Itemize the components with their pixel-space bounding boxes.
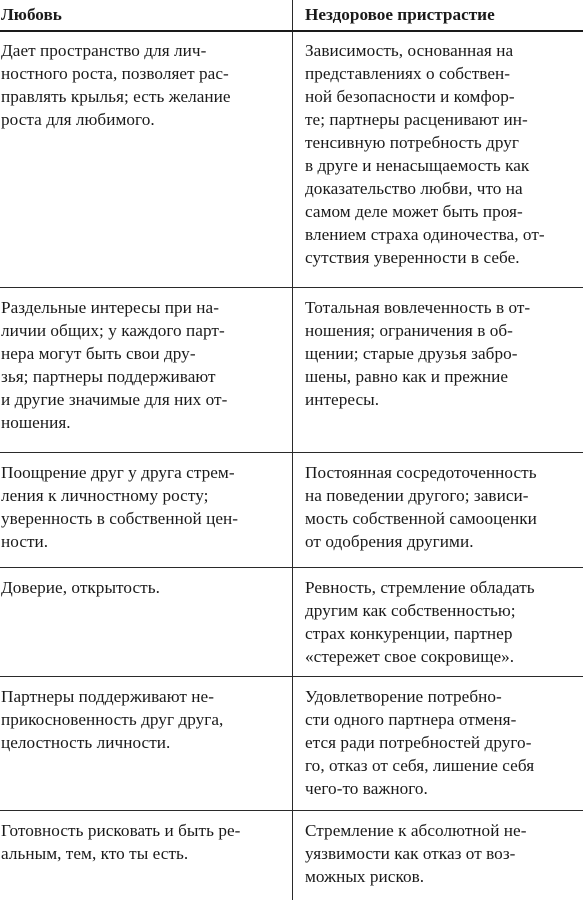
text-line: можных рисков. bbox=[305, 867, 425, 886]
text-line: Удовлетворение потребно- bbox=[305, 687, 502, 706]
text-line: ной безопасности и комфор- bbox=[305, 87, 515, 106]
text-line: сти одного партнера отменя- bbox=[305, 710, 517, 729]
row-separator bbox=[0, 676, 583, 677]
text-line: зья; партнеры поддерживают bbox=[1, 367, 216, 386]
text-line: правлять крылья; есть желание bbox=[1, 87, 231, 106]
text-line: от одобрения другими. bbox=[305, 532, 474, 551]
text-line: Тотальная вовлеченность в от- bbox=[305, 298, 531, 317]
text-line: чего-то важного. bbox=[305, 779, 428, 798]
row-4-left-cell bbox=[1, 576, 290, 599]
text-line: Ревность, стремление обладать bbox=[305, 578, 535, 597]
text-line: прикосновенность друг друга, bbox=[1, 710, 224, 729]
row-3-left-cell bbox=[1, 461, 290, 553]
text-line: уверенность в собственной цен- bbox=[1, 509, 239, 528]
row-4-right-cell bbox=[305, 576, 581, 668]
text-line: ношения. bbox=[1, 413, 71, 432]
text-line: тенсивную потребность друг bbox=[305, 133, 520, 152]
row-5-left-cell bbox=[1, 685, 290, 754]
text-line: нера могут быть свои дру- bbox=[1, 344, 196, 363]
text-line: мость собственной самооценки bbox=[305, 509, 537, 528]
text-line: влением страха одиночества, от- bbox=[305, 225, 545, 244]
text-line: го, отказ от себя, лишение себя bbox=[305, 756, 535, 775]
row-separator bbox=[0, 287, 583, 288]
text-line: Раздельные интересы при на- bbox=[1, 298, 219, 317]
text-line: те; партнеры расценивают ин- bbox=[305, 110, 528, 129]
text-line: Доверие, открытость. bbox=[1, 578, 160, 597]
text-line: роста для любимого. bbox=[1, 110, 155, 129]
text-line: Стремление к абсолютной не- bbox=[305, 821, 527, 840]
text-line: интересы. bbox=[305, 390, 380, 409]
row-3-right-cell bbox=[305, 461, 581, 553]
text-line: целостность личности. bbox=[1, 733, 171, 752]
text-line: альным, тем, кто ты есть. bbox=[1, 844, 189, 863]
row-6-right-cell bbox=[305, 819, 581, 888]
row-separator bbox=[0, 567, 583, 568]
row-1-left-cell bbox=[1, 39, 290, 131]
row-2-right-cell bbox=[305, 296, 581, 411]
text-line: сутствия уверенности в себе. bbox=[305, 248, 520, 267]
text-line: ется ради потребностей друго- bbox=[305, 733, 532, 752]
text-line: ношения; ограничения в об- bbox=[305, 321, 513, 340]
text-line: другим как собственностью; bbox=[305, 601, 516, 620]
row-separator bbox=[0, 452, 583, 453]
text-line: личии общих; у каждого парт- bbox=[1, 321, 225, 340]
text-line: ности. bbox=[1, 532, 49, 551]
text-line: щении; старые друзья забро- bbox=[305, 344, 518, 363]
header-unhealthy-attachment: Нездоровое пристрастие bbox=[305, 5, 495, 24]
header-love: Любовь bbox=[1, 5, 62, 24]
text-line: представлениях о собствен- bbox=[305, 64, 511, 83]
row-separator bbox=[0, 810, 583, 811]
text-line: и другие значимые для них от- bbox=[1, 390, 228, 409]
text-line: Зависимость, основанная на bbox=[305, 41, 514, 60]
text-line: ностного роста, позволяет рас- bbox=[1, 64, 229, 83]
text-line: в друге и ненасыщаемость как bbox=[305, 156, 530, 175]
text-line: «стережет свое сокровище». bbox=[305, 647, 515, 666]
text-line: уязвимости как отказ от воз- bbox=[305, 844, 516, 863]
text-line: Дает пространство для лич- bbox=[1, 41, 207, 60]
text-line: Постоянная сосредоточенность bbox=[305, 463, 537, 482]
row-1-right-cell bbox=[305, 39, 581, 269]
text-line: ления к личностному росту; bbox=[1, 486, 209, 505]
column-divider bbox=[292, 0, 293, 900]
header-rule bbox=[0, 30, 583, 32]
text-line: шены, равно как и прежние bbox=[305, 367, 509, 386]
text-line: Поощрение друг у друга стрем- bbox=[1, 463, 235, 482]
row-6-left-cell bbox=[1, 819, 290, 865]
text-line: самом деле может быть проя- bbox=[305, 202, 523, 221]
row-5-right-cell bbox=[305, 685, 581, 800]
text-line: доказательство любви, что на bbox=[305, 179, 523, 198]
text-line: Готовность рисковать и быть ре- bbox=[1, 821, 241, 840]
text-line: на поведении другого; зависи- bbox=[305, 486, 529, 505]
row-2-left-cell bbox=[1, 296, 290, 434]
text-line: страх конкуренции, партнер bbox=[305, 624, 513, 643]
text-line: Партнеры поддерживают не- bbox=[1, 687, 215, 706]
